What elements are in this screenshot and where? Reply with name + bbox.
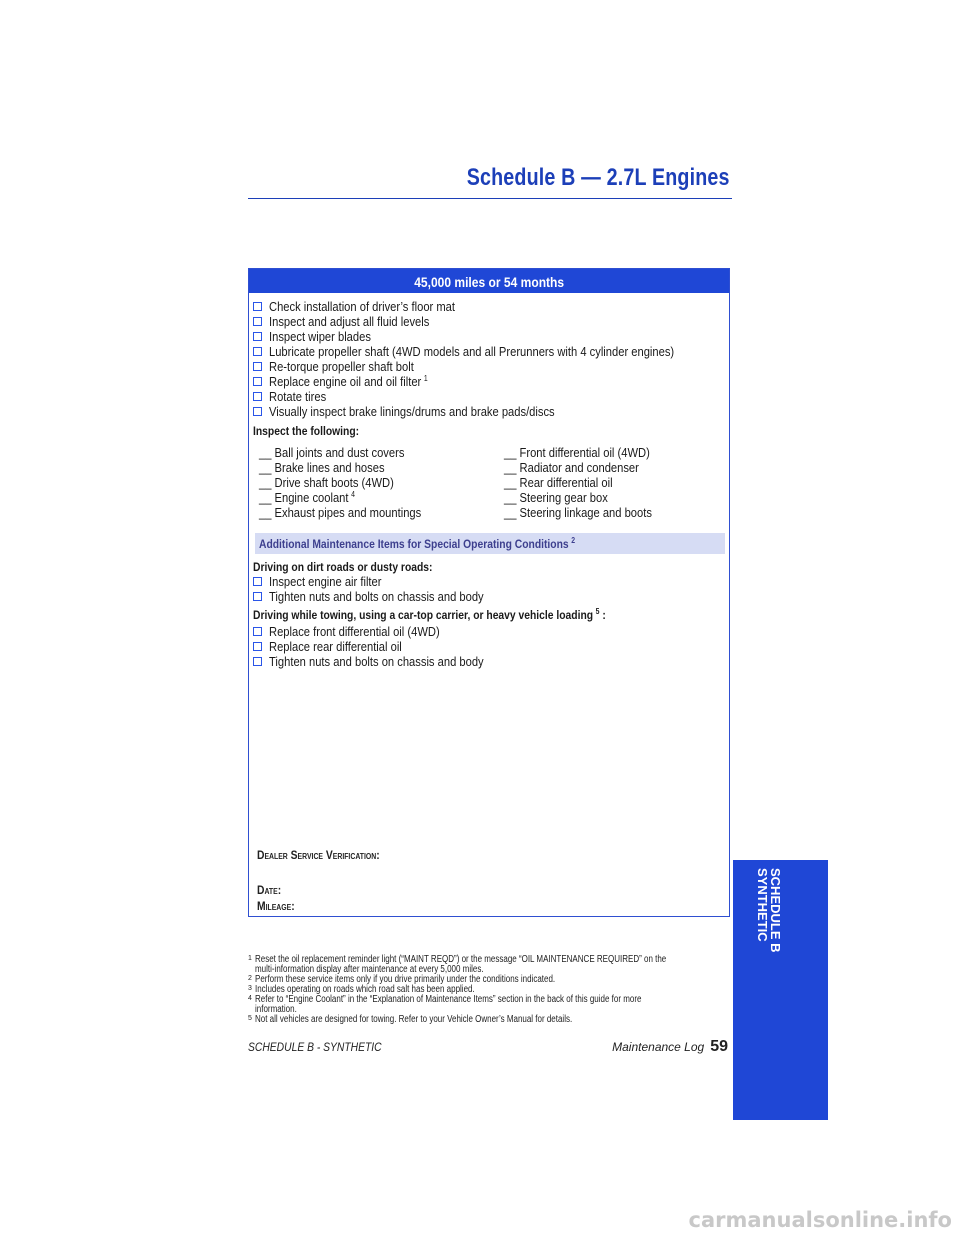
title-rule [248, 198, 732, 199]
footnote-number: 3 [248, 985, 252, 992]
inspect-item-text [504, 505, 652, 520]
mileage-field: Mileage: [257, 899, 295, 913]
checklist [253, 299, 740, 419]
footnote-text: Not all vehicles are designed for towing. Refer to your Vehicle Owner’s Manual for details. [255, 1014, 573, 1025]
inspect-item-text [259, 460, 385, 475]
footnote [248, 1015, 728, 1025]
checkbox-icon [253, 377, 262, 386]
footnotes [248, 955, 728, 1025]
inspect-item [259, 475, 448, 490]
checklist-item [253, 389, 740, 404]
inspect-item-text [259, 505, 421, 520]
inspect-item-label: __ Rear differential oil [504, 475, 613, 490]
checklist-item-text [269, 329, 371, 344]
checklist-item-label: Replace front differential oil (4WD) [269, 624, 440, 639]
checklist-item [253, 314, 740, 329]
watermark: carmanualsonline.info [688, 1208, 952, 1232]
inspect-item-text [259, 445, 404, 460]
maintenance-panel [248, 268, 730, 917]
inspect-item-label: __ Front differential oil (4WD) [504, 445, 650, 460]
inspect-item [504, 490, 676, 505]
checklist-item [253, 574, 519, 589]
inspect-item-label: __ Brake lines and hoses [259, 460, 385, 475]
checklist-item-label: Inspect engine air filter [269, 574, 382, 589]
footnote-number: 1 [248, 955, 252, 962]
checkbox-icon [253, 592, 262, 601]
checklist-item-label: Replace rear differential oil [269, 639, 402, 654]
inspect-item [259, 505, 448, 520]
checkbox-icon [253, 347, 262, 356]
checklist-item-label: Inspect and adjust all fluid levels [269, 314, 430, 329]
inspect-right-column [504, 445, 676, 520]
checklist-item-text [269, 389, 326, 404]
footnote-ref: 1 [423, 373, 428, 383]
inspect-item [504, 475, 676, 490]
checklist-item [253, 374, 740, 389]
inspect-item-label: __ Engine coolant [259, 490, 349, 505]
checklist-item [253, 589, 519, 604]
additional-items-band: Additional Maintenance Items for Special Operating Conditions $^2$ [255, 533, 725, 554]
footnote [248, 995, 728, 1005]
checklist-item-text [269, 574, 381, 589]
checkbox-icon [253, 317, 262, 326]
checklist-item [253, 639, 519, 654]
checkbox-icon [253, 392, 262, 401]
checkbox-icon [253, 302, 262, 311]
footnote-text: Includes operating on roads which road salt has been applied. [255, 984, 475, 995]
checklist-item-label: Replace engine oil and oil filter [269, 374, 422, 389]
checkbox-icon [253, 577, 262, 586]
checklist-item-text [269, 344, 674, 359]
checklist-item-text [269, 359, 414, 374]
inspect-item-text [504, 490, 608, 505]
inspect-item [504, 445, 676, 460]
footnote-number: 2 [248, 975, 252, 982]
checkbox-icon [253, 332, 262, 341]
footnote-text: Refer to “Engine Coolant” in the “Explanation of Maintenance Items” section in the back of this guide for more [255, 994, 642, 1005]
footnote-number: 5 [248, 1015, 252, 1022]
checklist-item-label: Inspect wiper blades [269, 329, 371, 344]
checklist-item-text [269, 374, 428, 389]
inspect-item-text [259, 490, 355, 505]
additional-items-title: Additional Maintenance Items for Special Operating Conditions [259, 537, 569, 551]
side-tab [733, 860, 828, 1120]
checklist-item [253, 329, 740, 344]
checkbox-icon [253, 657, 262, 666]
checkbox-icon [253, 627, 262, 636]
checklist-item-text [269, 639, 402, 654]
checklist-item-text [269, 314, 429, 329]
footer-log-label: Maintenance Log [612, 1040, 705, 1054]
checklist-item-label: Check installation of driver’s floor mat [269, 299, 456, 314]
towing-list [253, 624, 519, 669]
inspect-item-text [504, 475, 613, 490]
inspect-item-label: __ Steering linkage and boots [504, 505, 652, 520]
footer-section-label: SCHEDULE B - SYNTHETIC [248, 1040, 382, 1054]
footer-page-info [612, 1038, 728, 1056]
panel-header [249, 269, 729, 293]
checklist-item-label: Tighten nuts and bolts on chassis and body [269, 589, 484, 604]
checklist-item-text [269, 589, 484, 604]
checkbox-icon [253, 642, 262, 651]
footnote-ref: 4 [351, 489, 355, 499]
dirt-roads-label: Driving on dirt roads or dusty roads: [253, 560, 433, 574]
inspect-left-column [259, 445, 448, 520]
inspect-item-text [504, 445, 650, 460]
checkbox-icon [253, 362, 262, 371]
inspect-item [259, 490, 448, 505]
page-title: Schedule B — 2.7L Engines [467, 164, 730, 191]
inspect-item-text [504, 460, 639, 475]
checklist-item [253, 299, 740, 314]
checklist-item-label: Tighten nuts and bolts on chassis and body [269, 654, 484, 669]
inspect-item [504, 460, 676, 475]
checklist-item [253, 624, 519, 639]
interval-label: 45,000 miles or 54 months [414, 274, 564, 290]
checklist-item [253, 654, 519, 669]
inspect-item [259, 445, 448, 460]
inspect-label: Inspect the following: [253, 424, 360, 438]
footnote-number [248, 965, 255, 975]
dirt-roads-list [253, 574, 519, 604]
inspect-item [259, 460, 448, 475]
date-field: Date: [257, 883, 282, 897]
footnote-text: Perform these service items only if you drive primarily under the conditions indicated. [255, 974, 556, 985]
checklist-item-label: Rotate tires [269, 389, 327, 404]
checklist-item-text [269, 654, 484, 669]
footnote-text: multi-information display after maintenance at every 5,000 miles. [255, 964, 484, 975]
towing-label: Driving while towing, using a car-top carrier, or heavy vehicle loading $^5$ : [253, 607, 606, 622]
checklist-item-text [269, 404, 555, 419]
side-tab-label: SCHEDULE B SYNTHETIC [755, 868, 783, 953]
checklist-item-label: Visually inspect brake linings/drums and brake pads/discs [269, 404, 555, 419]
inspect-item-text [259, 475, 394, 490]
checklist-item-text [269, 299, 455, 314]
inspect-item [504, 505, 676, 520]
inspect-item-label: __ Ball joints and dust covers [259, 445, 405, 460]
checklist-item-label: Lubricate propeller shaft (4WD models and all Prerunners with 4 cylinder engines) [269, 344, 675, 359]
checklist-item-label: Re-torque propeller shaft bolt [269, 359, 414, 374]
footnote-number [248, 1005, 255, 1015]
dealer-verification: Dealer Service Verification: [257, 848, 380, 862]
footnote-text: information. [255, 1004, 297, 1015]
inspect-item-label: __ Exhaust pipes and mountings [259, 505, 422, 520]
checklist-item [253, 359, 740, 374]
checklist-item [253, 344, 740, 359]
footnote-text: Reset the oil replacement reminder light (“MAINT REQD”) or the message “OIL MAINTENANCE REQUIRED” on the [255, 954, 667, 965]
checklist-item [253, 404, 740, 419]
checklist-item-text [269, 624, 440, 639]
footnote-number: 4 [248, 995, 252, 1002]
checkbox-icon [253, 407, 262, 416]
inspect-item-label: __ Steering gear box [504, 490, 608, 505]
inspect-item-label: __ Radiator and condenser [504, 460, 639, 475]
page-number: 59 [710, 1038, 728, 1055]
inspect-item-label: __ Drive shaft boots (4WD) [259, 475, 394, 490]
